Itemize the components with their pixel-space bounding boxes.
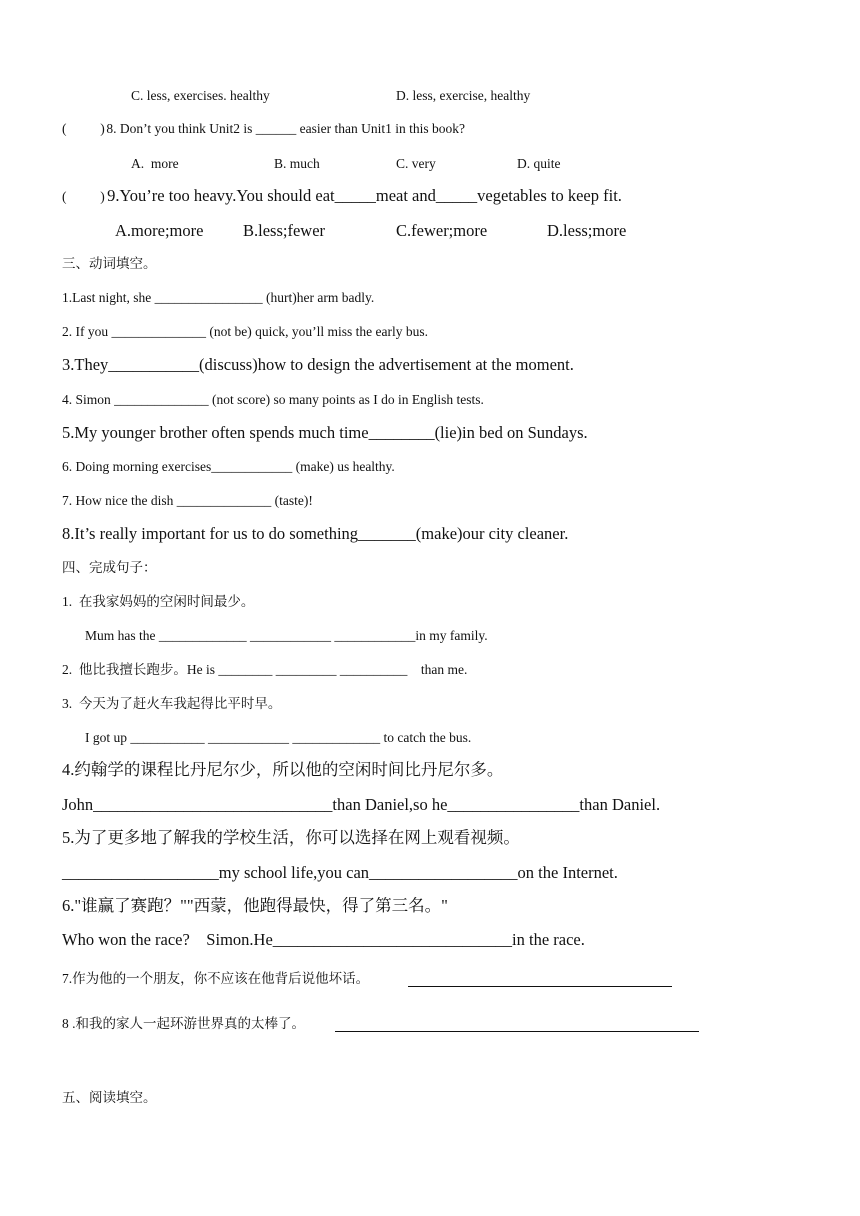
q8-option-c: C. very (396, 156, 436, 171)
section-3-item-3: 3.They___________(discuss)how to design the advertisement at the moment. (62, 355, 574, 374)
sentence-8-answer-line[interactable] (335, 1031, 699, 1032)
section-3-item-5: 5.My younger brother often spends much time________(lie)in bed on Sundays. (62, 423, 588, 442)
sentence-7: 7.作为他的一个朋友，你不应该在他背后说他坏话。 (62, 971, 370, 986)
sentence-3-chinese: 3. 今天为了赶火车我起得比平时早。 (62, 696, 282, 711)
sentence-4-chinese: 4.约翰学的课程比丹尼尔少，所以他的空闲时间比丹尼尔多。 (62, 760, 504, 779)
section-3-item-4: 4. Simon ______________ (not score) so many points as I do in English tests. (62, 392, 484, 407)
sentence-4-english: John_____________________________than Daniel,so he________________than Daniel. (62, 795, 661, 814)
q9-option-c: C.fewer;more (396, 221, 488, 240)
section-3-item-1: 1.Last night, she ________________ (hurt)her arm badly. (62, 290, 375, 305)
section-3-item-2: 2. If you ______________ (not be) quick, you’ll miss the early bus. (62, 324, 428, 339)
q8-option-d: D. quite (517, 156, 561, 171)
section-3-item-8: 8.It’s really important for us to do something_______(make)our city cleaner. (62, 524, 569, 543)
section-3-item-7: 7. How nice the dish ______________ (taste)! (62, 493, 313, 508)
sentence-6-english: Who won the race? Simon.He_____________________________in the race. (62, 930, 585, 949)
q8-paren: ( ) (62, 121, 105, 136)
sentence-5-chinese: 5.为了更多地了解我的学校生活，你可以选择在网上观看视频。 (62, 828, 520, 847)
section-5-title: 五、阅读填空。 (62, 1090, 157, 1105)
sentence-7-answer-line[interactable] (408, 986, 672, 987)
q8-stem: 8. Don’t you think Unit2 is ______ easier than Unit1 in this book? (103, 121, 465, 136)
sentence-3-english: I got up ___________ ____________ _____________ to catch the bus. (85, 730, 472, 745)
q9-option-d: D.less;more (547, 221, 627, 240)
q7-option-d: D. less, exercise, healthy (396, 88, 531, 103)
q9-option-a: A.more;more (115, 221, 204, 240)
q9-stem: 9.You’re too heavy.You should eat_____meat and_____vegetables to keep fit. (103, 186, 622, 205)
section-4-title: 四、完成句子： (62, 560, 157, 575)
sentence-2: 2. 他比我擅长跑步。He is ________ _________ __________ than me. (62, 662, 468, 677)
q9-paren: ( ) (62, 189, 105, 204)
sentence-1-chinese: 1. 在我家妈妈的空闲时间最少。 (62, 594, 255, 609)
q9-option-b: B.less;fewer (243, 221, 326, 240)
sentence-8: 8 .和我的家人一起环游世界真的太棒了。 (62, 1016, 305, 1031)
q8-option-b: B. much (274, 156, 320, 171)
q8-option-a: A. more (131, 156, 179, 171)
sentence-6-chinese: 6."谁赢了赛跑？""西蒙，他跑得最快，得了第三名。" (62, 896, 448, 915)
section-3-title: 三、动词填空。 (62, 256, 157, 271)
sentence-5-english: ___________________my school life,you can__________________on the Internet. (62, 863, 618, 882)
q7-option-c: C. less, exercises. healthy (131, 88, 270, 103)
section-3-item-6: 6. Doing morning exercises____________ (make) us healthy. (62, 459, 395, 474)
sentence-1-english: Mum has the _____________ ____________ ____________in my family. (85, 628, 488, 643)
